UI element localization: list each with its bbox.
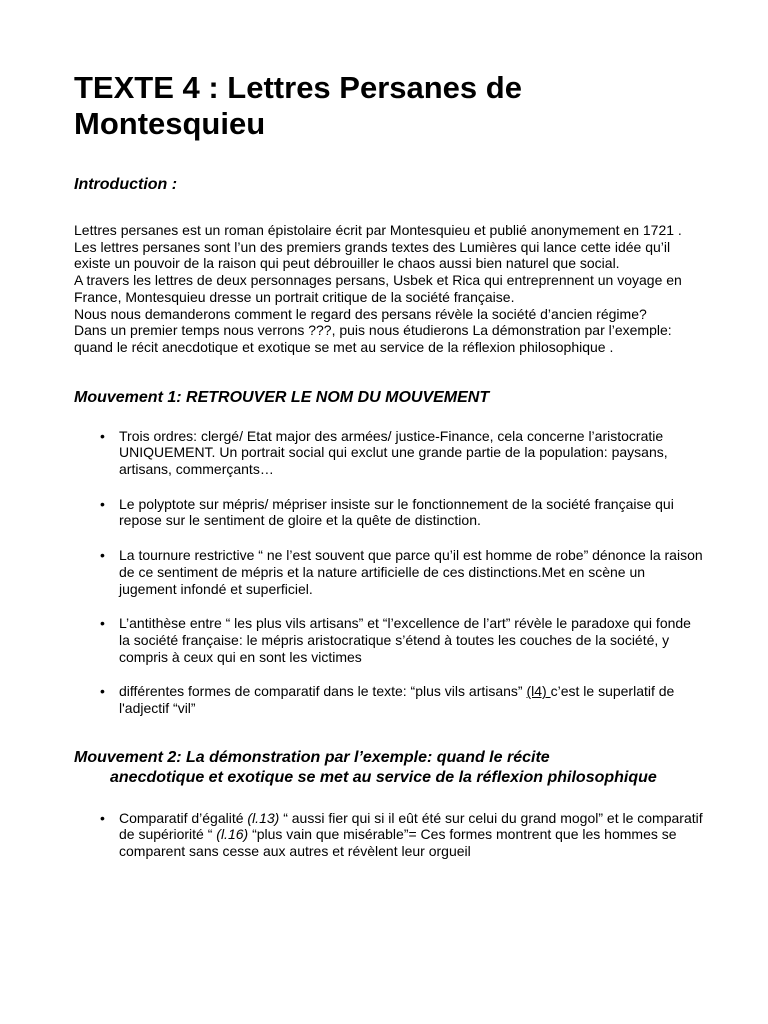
mouvement-1-list	[74, 428, 704, 717]
list-item-text: La tournure restrictive “ ne l’est souvent que parce qu’il est homme de robe” dénonce la raison de ce sentiment de mépris et la nature artificielle de ces distinctions.Met en scène un jugement infondé et superficiel.	[119, 547, 703, 597]
list-item	[74, 547, 704, 597]
list-item-text-part: Comparatif d’égalité	[119, 809, 248, 826]
list-item-text: Le polyptote sur mépris/ mépriser insiste sur le fonctionnement de la société française qui repose sur le sentiment de gloire et la quête de distinction.	[119, 495, 674, 529]
bullet-icon: •	[100, 495, 105, 512]
intro-paragraph: Les lettres persanes sont l’un des premiers grands textes des Lumières qui lance cette idée qu’il existe un pouvoir de la raison qui peut débrouiller le chaos aussi bien naturel que social.	[74, 238, 671, 272]
introduction-heading: Introduction :	[74, 176, 178, 193]
list-item-text	[119, 683, 674, 716]
mouvement-2-list	[74, 810, 704, 860]
intro-paragraph: Lettres persanes est un roman épistolaire écrit par Montesquieu et publié anonymement en 1721 .	[74, 222, 682, 238]
list-item-text-part: différentes formes de comparatif dans le texte: “plus vils artisans”	[119, 683, 527, 700]
mouvement-2-heading-line1: Mouvement 2: La démonstration par l’exemple: quand le récite	[74, 748, 550, 766]
list-item-text	[119, 810, 703, 859]
list-item-text: L’antithèse entre “ les plus vils artisans” et “l’excellence de l’art” révèle le paradoxe qui fonde la société française: le mépris aristocratique s’étend à toutes les couches de la société, y compris à ceux qui en sont les victimes	[119, 615, 691, 665]
list-item	[74, 683, 704, 716]
mouvement-1-heading: Mouvement 1: RETROUVER LE NOM DU MOUVEMENT	[74, 388, 490, 406]
intro-paragraph: Dans un premier temps nous verrons ???, puis nous étudierons La démonstration par l’exemple: quand le récit anecdotique et exotique se met au service de la réflexion philosophique .	[74, 322, 672, 355]
intro-paragraph: A travers les lettres de deux personnages persans, Usbek et Rica qui entreprennent un voyage en France, Montesquieu dresse un portrait critique de la société française.	[74, 272, 682, 305]
introduction-body	[74, 222, 704, 356]
list-item	[74, 810, 704, 860]
list-item-text-part: “ aussi fier qui si il eût été sur celui du grand mogol” et le comparatif de supériorité “	[119, 809, 703, 843]
line-reference: (l.13)	[247, 809, 280, 826]
list-item-text-part: “plus vain que misérable”= Ces formes montrent que les hommes se comparent sans cesse aux autres et révèlent leur orgueil	[119, 826, 677, 860]
line-reference: (l4)	[526, 683, 551, 700]
bullet-icon: •	[100, 809, 105, 826]
bullet-icon: •	[100, 615, 105, 632]
document-title: TEXTE 4 : Lettres Persanes de Montesquieu	[74, 70, 522, 141]
line-reference: (l.16)	[216, 826, 249, 843]
bullet-icon: •	[100, 427, 105, 444]
list-item-text: Trois ordres: clergé/ Etat major des armées/ justice-Finance, cela concerne l’aristocratie UNIQUEMENT. Un portrait social qui exclut une grande partie de la population: paysans, artisans, commerçants…	[119, 427, 668, 478]
bullet-icon: •	[100, 683, 105, 700]
intro-paragraph: Nous nous demanderons comment le regard des persans révèle la société d’ancien régime?	[74, 305, 647, 322]
mouvement-2-heading	[74, 748, 704, 788]
document-page	[74, 70, 704, 878]
mouvement-2-heading-continuation: anecdotique et exotique se met au service de la réflexion philosophique	[110, 768, 657, 786]
list-item	[74, 615, 704, 665]
list-item	[74, 428, 704, 478]
list-item	[74, 496, 704, 529]
list-item-text-part: c’est le superlatif de l'adjectif “vil”	[119, 683, 675, 717]
bullet-icon: •	[100, 547, 105, 564]
